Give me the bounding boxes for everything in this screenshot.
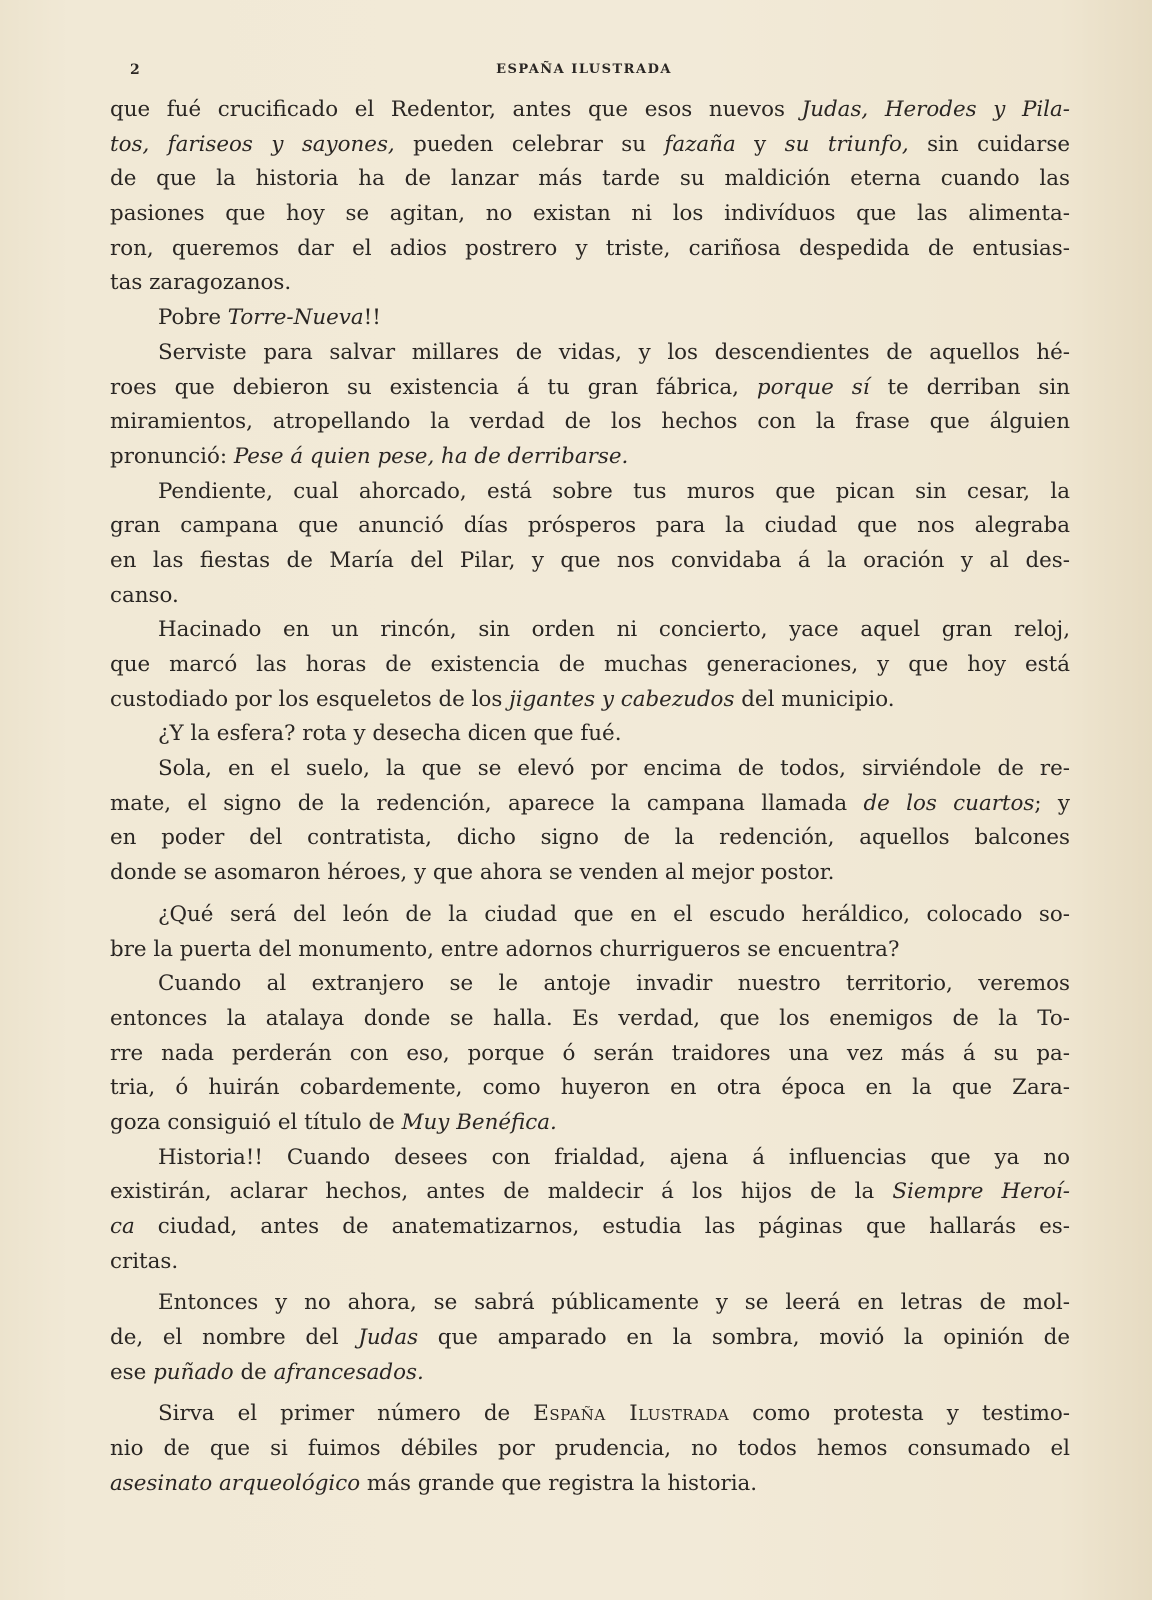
text-line: de que la historia ha de lanzar más tarde su maldición eterna cuando las bbox=[110, 166, 1070, 192]
italic-text: Pese á quien pese, ha de derribarse. bbox=[233, 443, 629, 469]
text-line: critas. bbox=[110, 1248, 179, 1274]
text-line: de, el nombre del Judas que amparado en la sombra, movió la opinión de bbox=[110, 1325, 1071, 1351]
italic-text: fazaña bbox=[664, 131, 736, 157]
text-line: Hacinado en un rincón, sin orden ni concierto, yace aquel gran reloj, bbox=[158, 617, 1070, 643]
running-header bbox=[108, 58, 1060, 84]
text-line: gran campana que anunció días prósperos para la ciudad que nos alegraba bbox=[110, 513, 1070, 539]
text-line: existirán, aclarar hechos, antes de maldecir á los hijos de la Siempre Heroí- bbox=[110, 1179, 1070, 1205]
text-line: Cuando al extranjero se le antoje invadir nuestro territorio, veremos bbox=[158, 971, 1070, 997]
text-line: asesinato arqueológico más grande que registra la historia. bbox=[110, 1470, 758, 1496]
italic-text: asesinato arqueológico bbox=[110, 1470, 361, 1496]
italic-text: Torre-Nueva bbox=[227, 305, 364, 331]
italic-text: su triunfo, bbox=[784, 131, 909, 157]
italic-text: Judas bbox=[358, 1325, 419, 1351]
text-line: ¿Qué será del león de la ciudad que en el escudo heráldico, colocado so- bbox=[158, 901, 1070, 927]
text-line: Pobre Torre-Nueva!! bbox=[158, 305, 381, 331]
italic-text: puñado bbox=[153, 1359, 234, 1385]
text-line: pronunció: Pese á quien pese, ha de derribarse. bbox=[110, 443, 629, 469]
text-line: bre la puerta del monumento, entre adornos churrigueros se encuentra? bbox=[110, 936, 900, 962]
text-line: Entonces y no ahora, se sabrá públicamente y se leerá en letras de mol- bbox=[158, 1290, 1070, 1316]
article-body bbox=[110, 93, 1070, 1502]
text-line: nio de que si fuimos débiles por prudencia, no todos hemos consumado el bbox=[110, 1436, 1070, 1462]
italic-text: Siempre Heroí- bbox=[892, 1179, 1070, 1205]
text-line: entonces la atalaya donde se halla. Es verdad, que los enemigos de la To- bbox=[110, 1005, 1070, 1031]
text-line: rre nada perderán con eso, porque ó serán traidores una vez más á su pa- bbox=[110, 1040, 1070, 1066]
text-line: tria, ó huirán cobardemente, como huyeron en otra época en la que Zara- bbox=[110, 1075, 1070, 1101]
text-line: en las fiestas de María del Pilar, y que nos convidaba á la oración y al des- bbox=[110, 547, 1070, 573]
text-line: miramientos, atropellando la verdad de los hechos con la frase que álguien bbox=[110, 409, 1070, 435]
text-line: goza consiguió el título de Muy Benéfica. bbox=[110, 1109, 557, 1135]
text-line: ca ciudad, antes de anatematizarnos, estudia las páginas que hallarás es- bbox=[110, 1214, 1070, 1239]
italic-text: de los cuartos bbox=[863, 790, 1035, 816]
italic-text: Judas, Herodes y Pila- bbox=[801, 97, 1070, 122]
text-line: ¿Y la esfera? rota y desecha dicen que fué. bbox=[158, 721, 622, 747]
text-line: que marcó las horas de existencia de muchas generaciones, y que hoy está bbox=[110, 652, 1070, 677]
text-line: custodiado por los esqueletos de los jigantes y cabezudos del municipio. bbox=[110, 686, 895, 712]
text-line: donde se asomaron héroes, y que ahora se venden al mejor postor. bbox=[110, 860, 835, 886]
italic-text: jigantes y cabezudos bbox=[509, 686, 735, 712]
text-line: ron, queremos dar el adios postrero y triste, cariñosa despedida de entusias- bbox=[110, 235, 1070, 261]
text-line: Historia!! Cuando desees con frialdad, ajena á influencias que ya no bbox=[158, 1144, 1070, 1170]
italic-text: porque sí bbox=[756, 374, 870, 400]
text-line: tos, fariseos y sayones, pueden celebrar su fazaña y su triunfo, sin cuidarse bbox=[110, 131, 1071, 157]
italic-text: tos, fariseos y sayones, bbox=[110, 131, 395, 157]
page-number: 2 bbox=[130, 62, 140, 78]
text-line: mate, el signo de la redención, aparece la campana llamada de los cuartos; y bbox=[110, 790, 1070, 816]
small-caps-text: España Ilustrada bbox=[533, 1401, 730, 1427]
italic-text: Muy Benéfica. bbox=[401, 1109, 557, 1135]
text-line: roes que debieron su existencia á tu gran fábrica, porque sí te derriban sin bbox=[110, 374, 1070, 400]
italic-text: afrancesados. bbox=[273, 1359, 424, 1385]
text-line: Pendiente, cual ahorcado, está sobre tus muros que pican sin cesar, la bbox=[158, 478, 1070, 504]
italic-text: ca bbox=[110, 1214, 135, 1239]
text-line: en poder del contratista, dicho signo de la redención, aquellos balcones bbox=[110, 825, 1070, 851]
text-line: Sola, en el suelo, la que se elevó por encima de todos, sirviéndole de re- bbox=[158, 756, 1070, 782]
running-title: ESPAÑA ILUSTRADA bbox=[496, 62, 672, 77]
text-line: Serviste para salvar millares de vidas, y los descendientes de aquellos hé- bbox=[158, 339, 1070, 365]
text-line: pasiones que hoy se agitan, no existan ni los indivíduos que las alimenta- bbox=[110, 201, 1070, 227]
text-line: tas zaragozanos. bbox=[110, 270, 292, 296]
text-line: Sirva el primer número de España Ilustrada como protesta y testimo- bbox=[158, 1401, 1071, 1427]
text-line: que fué crucificado el Redentor, antes que esos nuevos Judas, Herodes y Pila- bbox=[110, 97, 1070, 122]
text-line: ese puñado de afrancesados. bbox=[110, 1359, 424, 1385]
text-line: canso. bbox=[110, 582, 179, 608]
